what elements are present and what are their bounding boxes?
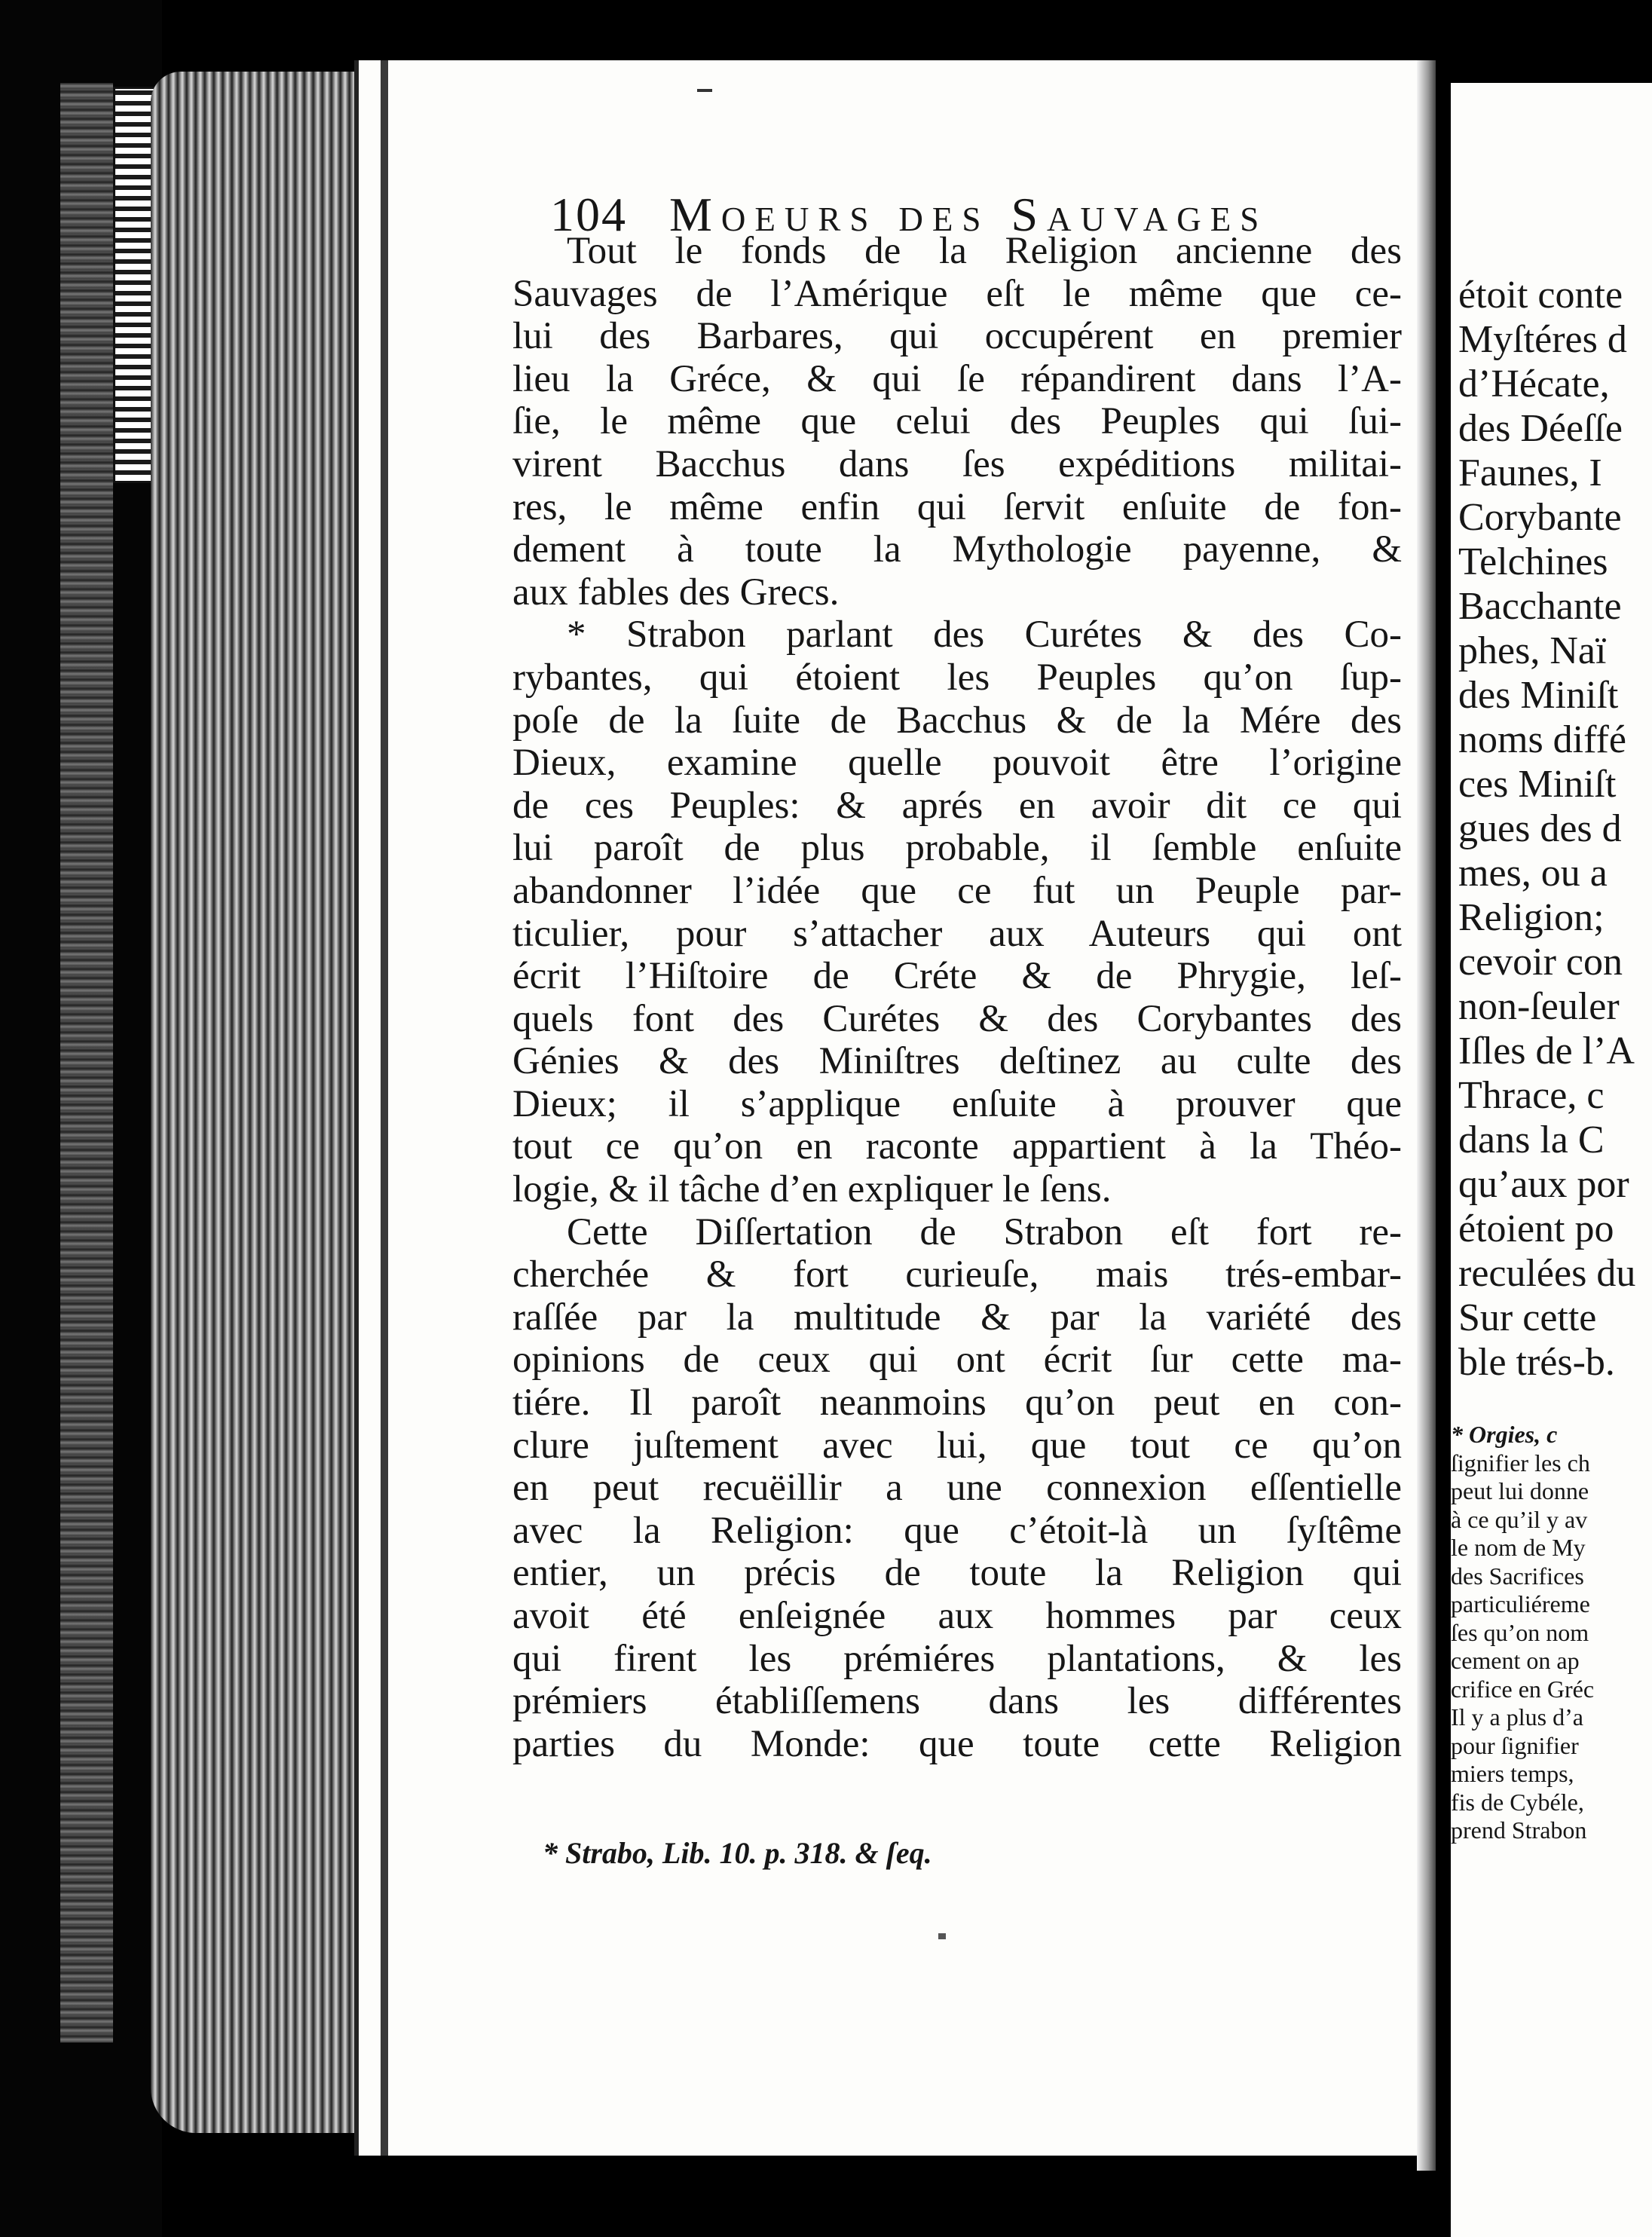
right-text-line: Myſtéres d <box>1458 318 1627 361</box>
text-line: parties du Monde: que toute cette Religion <box>512 1722 1402 1765</box>
right-note-line: ſes qu’on nom <box>1451 1618 1589 1646</box>
right-text-line: d’Hécate, <box>1458 363 1610 405</box>
right-page-notes <box>1451 1421 1652 1845</box>
text-line: * Strabon parlant des Curétes & des Co- <box>567 614 1402 656</box>
text-line: avec la Religion: que c’étoit-là un ſyſtême <box>512 1509 1402 1552</box>
right-note-line: prend Strabon <box>1451 1816 1587 1844</box>
right-note-line: * Orgies, c <box>1451 1421 1558 1448</box>
right-note-line: Il y a plus d’a <box>1451 1703 1583 1731</box>
right-note-line: pour ſignifier <box>1451 1731 1579 1759</box>
right-text-line: Faunes, I <box>1458 451 1602 494</box>
text-line: lui des Barbares, qui occupérent en premier <box>512 315 1402 358</box>
right-note-line: ſignifier les ch <box>1451 1449 1590 1477</box>
right-text-line: Bacchante <box>1458 585 1622 628</box>
text-line: cherchée & fort curieuſe, mais trés-embar- <box>512 1253 1402 1296</box>
text-line: poſe de la ſuite de Bacchus & de la Mére des <box>512 699 1402 742</box>
text-line: entier, un précis de toute la Religion qui <box>512 1552 1402 1595</box>
text-line: lui paroît de plus probable, il ſemble enſuite <box>512 827 1402 870</box>
page-number: 104 <box>550 188 627 241</box>
text-line: tiére. Il paroît neanmoins qu’on peut en con- <box>512 1382 1402 1425</box>
right-text-line: étoit conte <box>1458 274 1623 317</box>
page-foot-mark <box>938 1933 946 1939</box>
text-line: tout ce qu’on en raconte appartient à la Théo- <box>512 1125 1402 1168</box>
spine-gap <box>1436 60 1451 2237</box>
text-line: ticulier, pour s’attacher aux Auteurs qui ont <box>512 912 1402 955</box>
text-line: Tout le fonds de la Religion ancienne des <box>567 230 1402 272</box>
text-line: res, le même enfin qui ſervit enſuite de fon- <box>512 485 1402 528</box>
right-text-line: étoient po <box>1458 1207 1614 1250</box>
text-line: lieu la Gréce, & qui ſe répandirent dans l’A- <box>512 357 1402 400</box>
right-text-line: Corybante <box>1458 496 1622 539</box>
right-text-line: Sur cette <box>1458 1296 1597 1339</box>
right-note-line: cement on ap <box>1451 1647 1580 1674</box>
text-line: Génies & des Miniſtres deſtinez au culte des <box>512 1040 1402 1083</box>
right-text-line: des Déeſſe <box>1458 407 1623 450</box>
text-line: avoit été enſeignée aux hommes par ceux <box>512 1595 1402 1637</box>
right-text-line: dans la C <box>1458 1118 1605 1161</box>
right-note-line: peut lui donne <box>1451 1477 1589 1504</box>
text-line: Cette Diſſertation de Strabon eſt fort re- <box>567 1210 1402 1253</box>
right-text-line: cevoir con <box>1458 941 1623 984</box>
text-line: en peut recuëillir a une connexion eſſentielle <box>512 1467 1402 1510</box>
text-line: quels font des Curétes & des Corybantes des <box>512 997 1402 1040</box>
right-text-line: non-ſeuler <box>1458 985 1620 1028</box>
right-text-line: phes, Naï <box>1458 629 1607 672</box>
right-text-line: qu’aux por <box>1458 1163 1629 1206</box>
text-line: qui firent les prémiéres plantations, & les <box>512 1637 1402 1680</box>
text-line: prémiers établiſſemens dans les différentes <box>512 1680 1402 1723</box>
right-note-line: le nom de My <box>1451 1534 1586 1561</box>
right-text-line: ble trés-b. <box>1458 1341 1615 1384</box>
right-note-line: des Sacrifices <box>1451 1562 1584 1590</box>
right-text-line: noms diffé <box>1458 718 1626 761</box>
text-line: ſie, le même que celui des Peuples qui ſui- <box>512 400 1402 443</box>
text-line: virent Bacchus dans ſes expéditions militai- <box>512 442 1402 485</box>
right-note-line: fis de Cybéle, <box>1451 1788 1584 1816</box>
text-line: dement à toute la Mythologie payenne, & <box>512 528 1402 571</box>
right-text-line: Thrace, c <box>1458 1074 1605 1117</box>
book-page-edges <box>151 72 377 2133</box>
right-text-line: mes, ou a <box>1458 852 1608 895</box>
running-title: Moeurs des Sauvages <box>669 188 1268 241</box>
book-binding <box>60 83 113 2043</box>
right-text-line: ces Miniſt <box>1458 763 1617 806</box>
text-line: écrit l’Hiſtoire de Créte & de Phrygie, leſ- <box>512 955 1402 998</box>
body-text <box>512 230 1402 1765</box>
text-line: Dieux; il s’applique enſuite à prouver que <box>512 1082 1402 1125</box>
right-text-line: Iſles de l’A <box>1458 1030 1635 1073</box>
right-note-line: miers temps, <box>1451 1760 1574 1787</box>
page-fold-line <box>381 60 388 2156</box>
right-text-line: Religion; <box>1458 896 1605 939</box>
right-note-line: à ce qu’il y av <box>1451 1505 1588 1533</box>
text-line: abandonner l’idée que ce fut un Peuple par- <box>512 869 1402 912</box>
right-page-text <box>1458 273 1652 1385</box>
text-line: logie, & il tâche d’en expliquer le ſens. <box>512 1168 1112 1211</box>
text-line: Dieux, examine quelle pouvoit être l’origine <box>512 742 1402 785</box>
right-text-line: reculées du <box>1458 1252 1636 1295</box>
printer-mark <box>697 89 712 92</box>
text-line: de ces Peuples: & aprés en avoir dit ce qui <box>512 784 1402 827</box>
right-note-line: particuliéreme <box>1451 1590 1590 1617</box>
text-line: aux fables des Grecs. <box>512 571 840 614</box>
right-note-line: crifice en Gréc <box>1451 1675 1595 1703</box>
text-line: Sauvages de l’Amérique eſt le même que ce- <box>512 272 1402 315</box>
footnote: * Strabo, Lib. 10. p. 318. & ſeq. <box>543 1836 932 1870</box>
text-line: raſſée par la multitude & par la variété des <box>512 1296 1402 1339</box>
right-text-line: des Miniſt <box>1458 674 1619 717</box>
right-text-line: Telchines <box>1458 540 1608 583</box>
text-line: clure juſtement avec lui, que tout ce qu’on <box>512 1424 1402 1467</box>
text-line: opinions de ceux qui ont écrit ſur cette ma- <box>512 1339 1402 1382</box>
text-line: rybantes, qui étoient les Peuples qu’on ſup- <box>512 656 1402 699</box>
right-text-line: gues des d <box>1458 807 1622 850</box>
